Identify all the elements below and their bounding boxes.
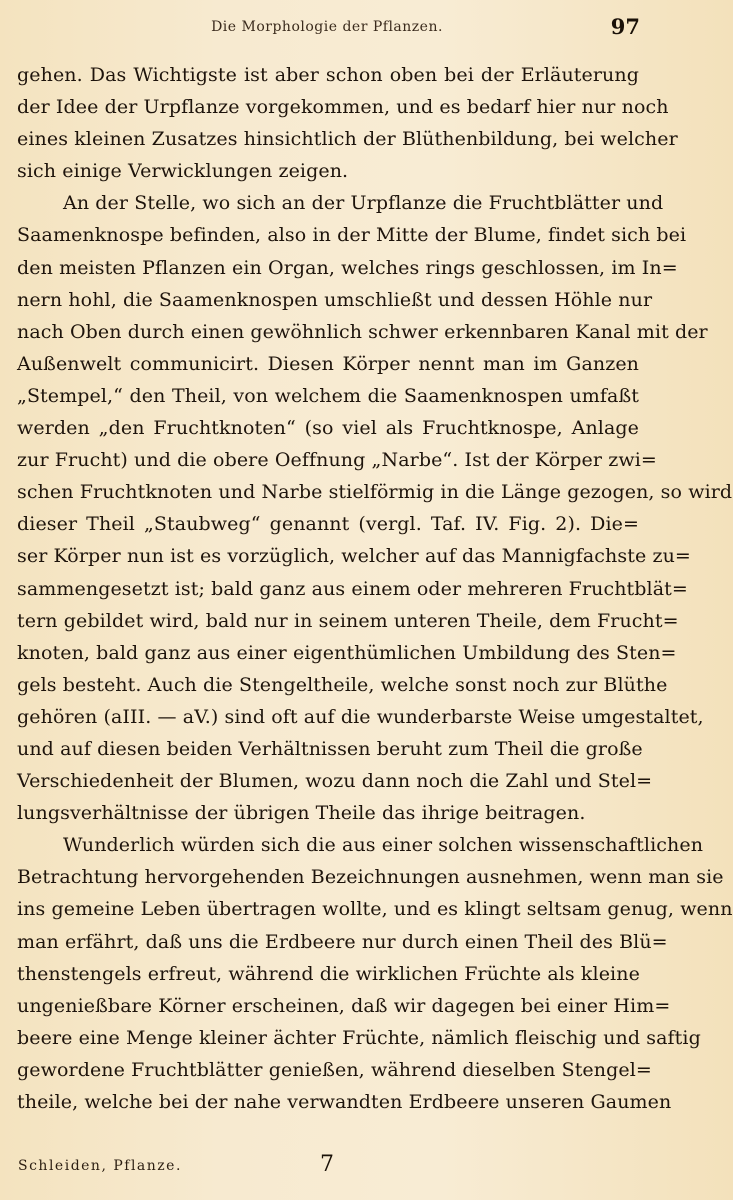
text-line: Verschiedenheit der Blumen, wozu dann noch die Zahl und Stel= <box>17 770 653 793</box>
paragraph-3 <box>17 829 733 1118</box>
text-line: sich einige Verwicklungen zeigen. <box>17 160 349 183</box>
text-line: gehen. Das Wichtigste ist aber schon oben bei der Erläuterung <box>17 64 639 86</box>
running-head: Die Morphologie der Pflanzen. <box>211 19 443 35</box>
text-line: ungenießbare Körner erscheinen, daß wir dagegen bei einer Him= <box>17 994 671 1017</box>
page-header <box>0 10 654 38</box>
text-line: ins gemeine Leben übertragen wollte, und es klingt seltsam genug, wenn <box>17 898 733 921</box>
page-footer <box>0 1148 654 1188</box>
paragraph-1 <box>17 59 678 187</box>
text-line: An der Stelle, wo sich an der Urpflanze die Fruchtblätter und <box>63 192 664 215</box>
text-line: werden „den Fruchtknoten“ (so viel als Fruchtknospe, Anlage <box>17 417 639 440</box>
text-line: beere eine Menge kleiner ächter Früchte, nämlich fleischig und saftig <box>17 1026 701 1049</box>
signature-mark: 7 <box>320 1152 334 1177</box>
printer-signature: Schleiden, Pflanze. <box>18 1158 182 1174</box>
text-line: theile, welche bei der nahe verwandten Erdbeere unseren Gaumen <box>17 1091 672 1113</box>
text-line: sammengesetzt ist; bald ganz aus einem oder mehreren Fruchtblät= <box>17 577 688 600</box>
text-line: Außenwelt communicirt. Diesen Körper nennt man im Ganzen <box>17 352 639 375</box>
text-line: gewordene Fruchtblätter genießen, während dieselben Stengel= <box>17 1058 652 1081</box>
text-line: eines kleinen Zusatzes hinsichtlich der Blüthenbildung, bei welcher <box>17 128 678 151</box>
page-number: 97 <box>610 14 640 39</box>
text-line: tern gebildet wird, bald nur in seinem unteren Theile, dem Frucht= <box>17 609 679 632</box>
text-line: Saamenknospe befinden, also in der Mitte der Blume, findet sich bei <box>17 224 687 247</box>
text-line: „Stempel,“ den Theil, von welchem die Saamenknospen umfaßt <box>17 384 639 407</box>
text-line: zur Frucht) und die obere Oeffnung „Narbe“. Ist der Körper zwi= <box>17 449 657 472</box>
text-line: thenstengels erfreut, während die wirklichen Früchte als kleine <box>17 962 640 985</box>
text-line: den meisten Pflanzen ein Organ, welches rings geschlossen, im In= <box>17 256 678 279</box>
text-line: Betrachtung hervorgehenden Bezeichnungen ausnehmen, wenn man sie <box>17 866 724 889</box>
text-line: ser Körper nun ist es vorzüglich, welcher auf das Mannigfachste zu= <box>17 545 691 568</box>
text-line: dieser Theil „Staubweg“ genannt (vergl. Taf. IV. Fig. 2). Die= <box>17 513 639 536</box>
text-line: knoten, bald ganz aus einer eigenthümlichen Umbildung des Sten= <box>17 641 677 664</box>
text-line: gels besteht. Auch die Stengeltheile, welche sonst noch zur Blüthe <box>17 673 668 696</box>
body-text <box>17 59 733 1118</box>
text-line: nach Oben durch einen gewöhnlich schwer erkennbaren Kanal mit der <box>17 320 708 343</box>
text-line: und auf diesen beiden Verhältnissen beruht zum Theil die große <box>17 737 643 760</box>
text-line: gehören (aIII. — aV.) sind oft auf die wunderbarste Weise umgestaltet, <box>17 705 704 728</box>
text-line: nern hohl, die Saamenknospen umschließt und dessen Höhle nur <box>17 288 653 311</box>
text-line: schen Fruchtknoten und Narbe stielförmig in die Länge gezogen, so wird <box>17 481 733 504</box>
text-line: Wunderlich würden sich die aus einer solchen wissenschaftlichen <box>63 834 704 857</box>
text-line: man erfährt, daß uns die Erdbeere nur durch einen Theil des Blü= <box>17 930 668 953</box>
paragraph-2 <box>17 187 733 829</box>
text-line: lungsverhältnisse der übrigen Theile das ihrige beitragen. <box>17 802 586 825</box>
text-line: der Idee der Urpflanze vorgekommen, und es bedarf hier nur noch <box>17 96 669 119</box>
